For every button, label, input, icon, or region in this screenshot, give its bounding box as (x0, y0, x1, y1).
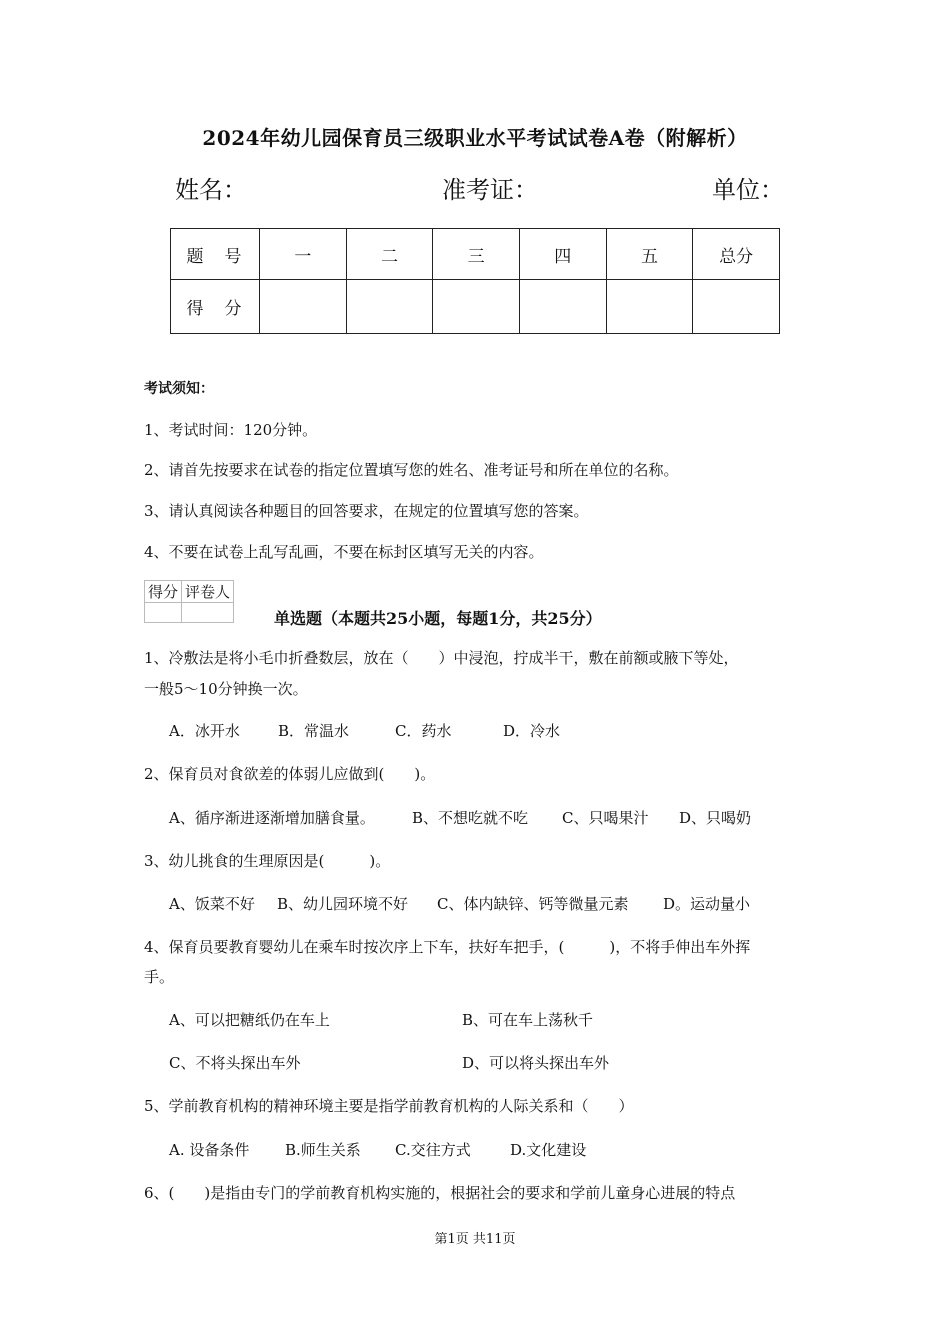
answer-option: C、体内缺锌、钙等微量元素 (437, 895, 629, 913)
note-item: 3、请认真阅读各种题目的回答要求，在规定的位置填写您的答案。 (144, 502, 589, 520)
answer-option: A、循序渐进逐渐增加膳食量。 (169, 809, 375, 827)
question-stem: 4、保育员要教育婴幼儿在乘车时按次序上下车，扶好车把手，( )，不将手伸出车外挥 (144, 938, 751, 956)
score-row-label: 得 分 (171, 280, 260, 334)
score-table-header-cell: 总分 (693, 229, 780, 280)
answer-option: B、不想吃就不吃 (412, 809, 529, 827)
answer-option: D.文化建设 (510, 1141, 587, 1159)
grader-box (144, 580, 234, 623)
score-table-header-row (171, 229, 780, 280)
question-stem-cont: 手。 (144, 968, 175, 986)
section-title: 单选题（本题共25小题，每题1分，共25分） (274, 609, 602, 628)
score-table-header-cell: 五 (606, 229, 693, 280)
answer-option: A、饭菜不好 (169, 895, 255, 913)
score-table-header-cell: 四 (519, 229, 606, 280)
score-table-header-cell: 二 (346, 229, 433, 280)
answer-option: C．药水 (395, 722, 452, 740)
answer-option: D、只喝奶 (679, 809, 752, 827)
document-title: 2024年幼儿园保育员三级职业水平考试试卷A卷（附解析） (202, 126, 748, 150)
exam-number-field-label: 准考证： (442, 176, 538, 204)
score-cell (606, 280, 693, 334)
note-item: 1、考试时间：120分钟。 (144, 421, 318, 439)
question-stem-cont: 一般5～10分钟换一次。 (144, 680, 308, 698)
question-stem: 6、( )是指由专门的学前教育机构实施的，根据社会的要求和学前儿童身心进展的特点 (144, 1184, 736, 1202)
answer-option: A、可以把糖纸仍在车上 (169, 1011, 330, 1029)
score-table (170, 228, 780, 334)
score-cell (260, 280, 347, 334)
answer-option: B．常温水 (278, 722, 350, 740)
answer-option: C、不将头探出车外 (169, 1054, 301, 1072)
answer-option: A. 设备条件 (169, 1141, 250, 1159)
note-item: 4、不要在试卷上乱写乱画，不要在标封区填写无关的内容。 (144, 543, 544, 561)
note-item: 2、请首先按要求在试卷的指定位置填写您的姓名、准考证号和所在单位的名称。 (144, 461, 679, 479)
page-footer: 第1页 共11页 (434, 1232, 516, 1247)
question-stem: 2、保育员对食欲差的体弱儿应做到( )。 (144, 765, 436, 783)
grader-score-label: 得分 (145, 581, 182, 603)
question-stem: 1、冷敷法是将小毛巾折叠数层，放在（ ）中浸泡，拧成半干，敷在前额或腋下等处， (144, 649, 739, 667)
score-cell (346, 280, 433, 334)
answer-option: B、可在车上荡秋千 (462, 1011, 594, 1029)
score-table-header-cell: 题 号 (171, 229, 260, 280)
score-cell (693, 280, 780, 334)
score-table-header-cell: 三 (433, 229, 520, 280)
grader-score-cell (145, 603, 182, 623)
score-table-header-cell: 一 (260, 229, 347, 280)
question-stem: 5、学前教育机构的精神环境主要是指学前教育机构的人际关系和（ ） (144, 1097, 634, 1115)
answer-option: D。运动量小 (663, 895, 751, 913)
notes-heading: 考试须知： (144, 381, 214, 397)
score-cell (519, 280, 606, 334)
grader-reviewer-label: 评卷人 (182, 581, 234, 603)
answer-option: D．冷水 (503, 722, 561, 740)
answer-option: B、幼儿园环境不好 (277, 895, 409, 913)
grader-reviewer-cell (182, 603, 234, 623)
question-stem: 3、幼儿挑食的生理原因是( )。 (144, 852, 391, 870)
answer-option: C.交往方式 (395, 1141, 471, 1159)
unit-field-label: 单位： (712, 176, 784, 204)
answer-option: C、只喝果汁 (562, 809, 649, 827)
answer-option: D、可以将头探出车外 (462, 1054, 610, 1072)
score-cell (433, 280, 520, 334)
answer-option: A．冰开水 (169, 722, 240, 740)
answer-option: B.师生关系 (285, 1141, 361, 1159)
score-table-score-row (171, 280, 780, 334)
name-field-label: 姓名： (175, 176, 247, 204)
